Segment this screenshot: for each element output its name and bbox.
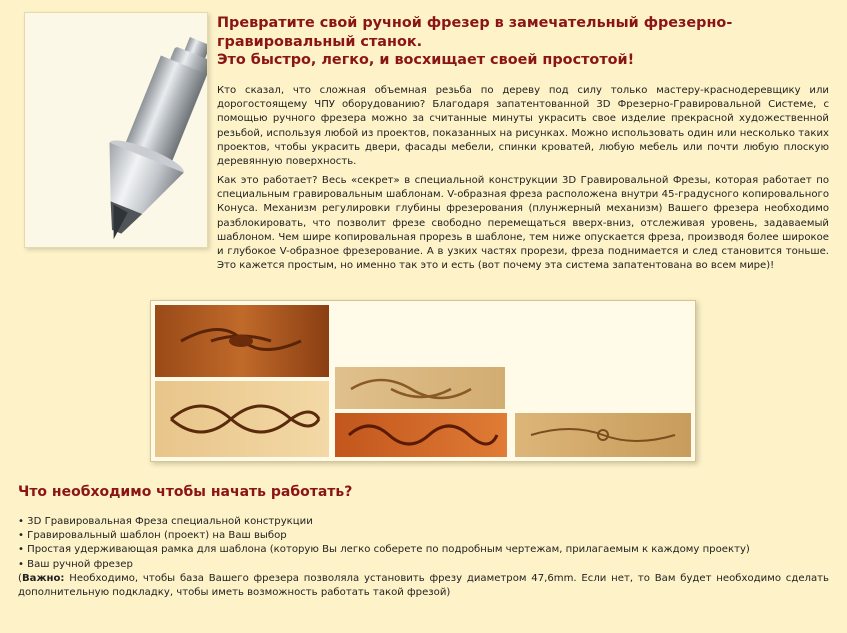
list-item: • 3D Гравировальная Фреза специальной конструкции <box>18 515 829 529</box>
carved-samples-illustration <box>151 301 695 461</box>
how-it-works-paragraph <box>18 174 829 273</box>
page-heading <box>217 14 837 70</box>
carved-samples-image <box>150 300 696 462</box>
list-item: • Ваш ручной фрезер <box>18 558 829 572</box>
requirements-list <box>18 515 829 572</box>
note-text: Необходимо, чтобы база Вашего фрезера позволяла установить фрезу диаметром 47,6mm. Если нет, то Вам будет необходимо сделать дополнительную подкладку, чтобы иметь возможность работать такой фрезой) <box>18 573 829 599</box>
important-note <box>18 572 829 600</box>
note-label: Важно: <box>21 573 65 584</box>
heading-line-1: Превратите свой ручной фрезер в замечательный фрезерно-гравировальный станок. <box>217 15 733 50</box>
heading-line-2: Это быстро, легко, и восхищает своей простотой! <box>217 52 635 68</box>
photo-wrap-spacer <box>18 174 217 260</box>
intro-paragraph: Кто сказал, что сложная объемная резьба по дереву под силу только мастеру-краснодеревщику или дорогостоящему ЧПУ оборудованию? Благодаря запатентованной 3D Фрезерно-Гравировальной Системе, с помощью ручного фрезера можно за считанные минуты украсить свое изделие прекрасной художественной резьбой, используя любой из проектов, показанных на рисунках. Можно использовать один или несколько таких проектов, чтобы украсить двери, фасады мебели, спинки кроватей, любую мебель или почти любую плоскую деревянную поверхность. <box>217 85 829 168</box>
section-title: Что необходимо чтобы начать работать? <box>18 484 353 500</box>
how-it-works-text: Как это работает? Весь «секрет» в специальной конструкции 3D Гравировальной Фрезы, которая работает по специальным гравировальным шаблонам. V-образная фреза расположена внутри 45-градусного копировального Конуса. Механизм регулировки глубины фрезерования (плунжерный механизм) Вашего фрезера необходимо разблокировать, что позволит фрезе свободно перемещаться вверх-вниз, отслеживая уровень, задаваемый шаблоном. Чем шире копировальная прорезь в шаблоне, тем ниже опускается фреза, производя более широкое и глубокое V-образное фрезерование. А в узких частях прорези, фреза поднимается и след становится тоньше. Это кажется простым, но именно так это и есть (вот почему эта система запатентована во всем мире)! <box>217 175 829 272</box>
list-item: • Гравировальный шаблон (проект) на Ваш выбор <box>18 529 829 543</box>
note-open-paren: ( <box>18 573 22 584</box>
list-item: • Простая удерживающая рамка для шаблона (которую Вы легко соберете по подробным чертежам, прилагаемым к каждому проекту) <box>18 543 829 557</box>
